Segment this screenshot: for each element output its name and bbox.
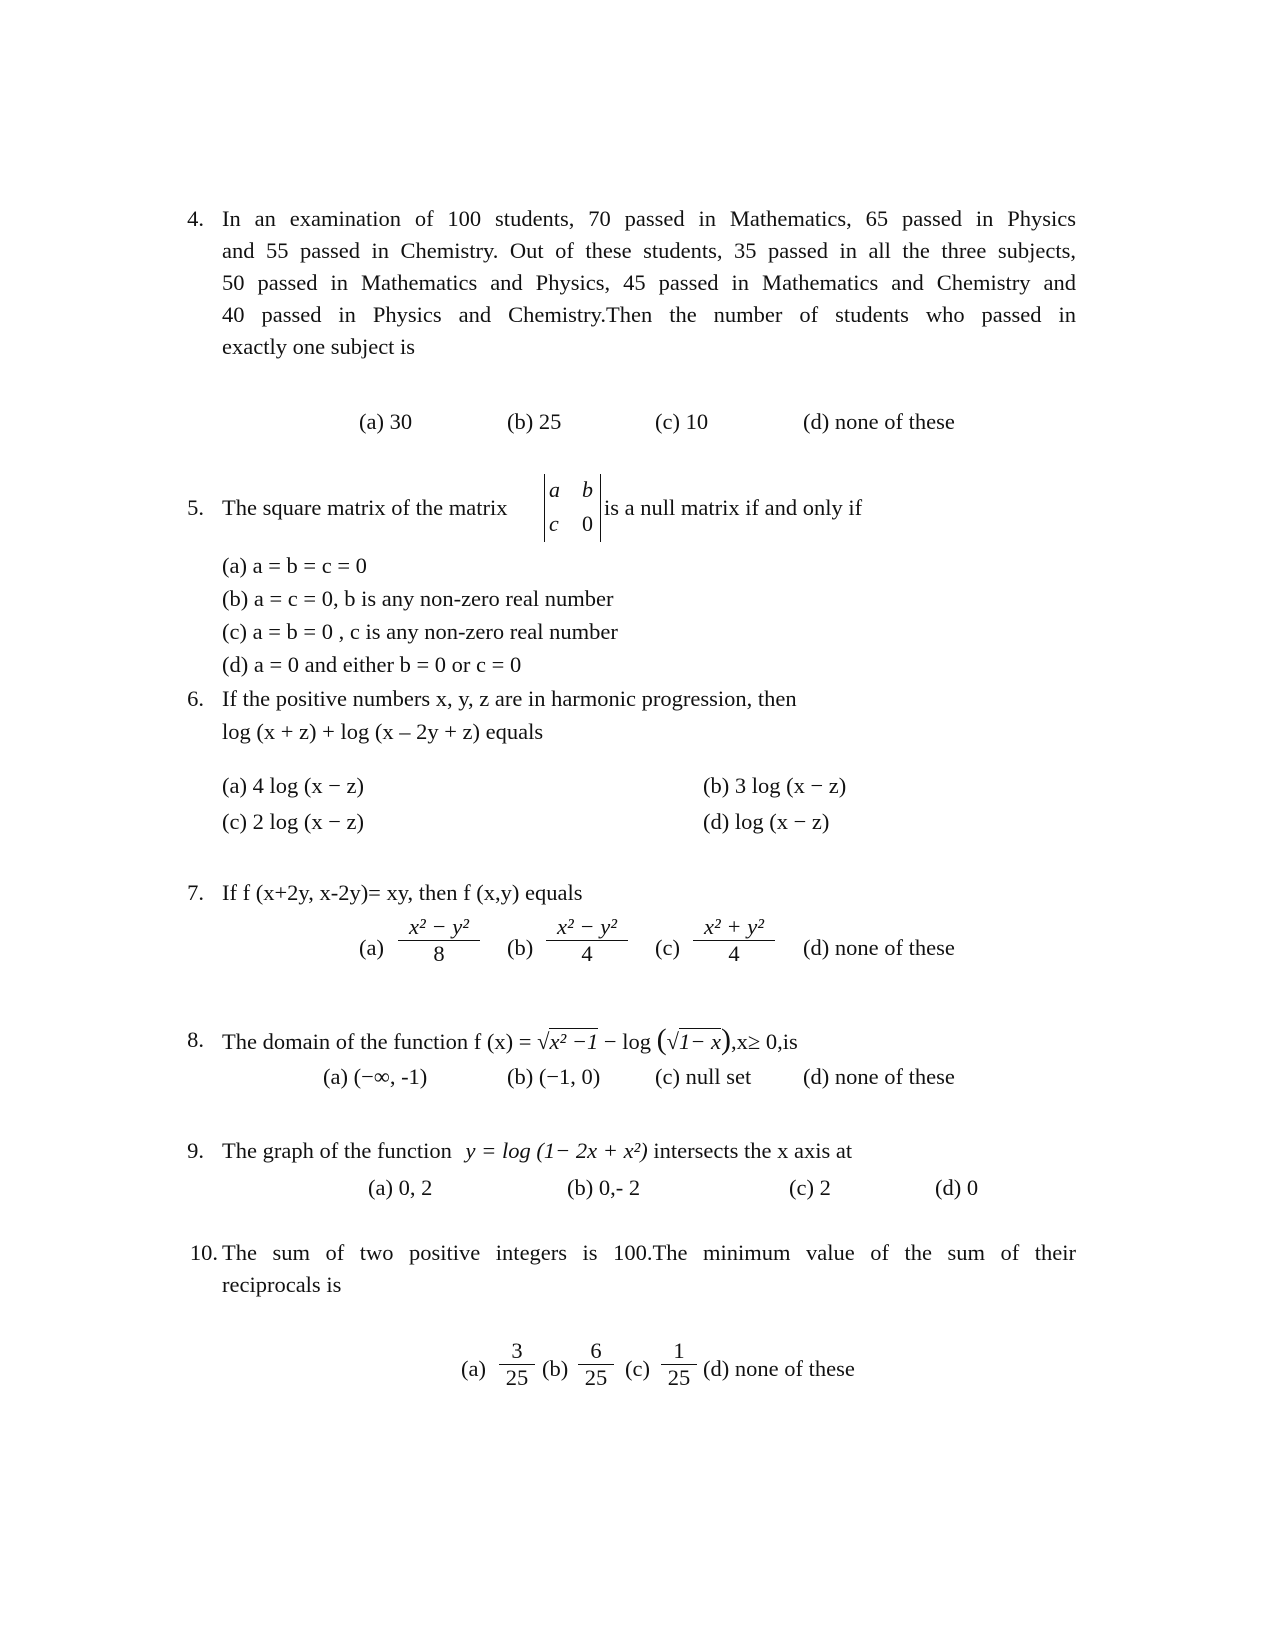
q7-option-b-label: (b) [507,935,534,960]
question-5-number: 5. [187,495,204,520]
q4-option-c: (c) 10 [655,409,709,434]
q7-option-d: (d) none of these [803,935,955,960]
q8-middle: − log [603,1029,651,1054]
q10-fraction-a [499,1338,535,1391]
q7-fraction-b [546,914,628,967]
q4-option-a: (a) 30 [359,409,413,434]
q7-fraction-a [398,914,480,967]
q7-option-c-label: (c) [655,935,680,960]
q4-option-b: (b) 25 [507,409,562,434]
q5-option-d: (d) a = 0 and either b = 0 or c = 0 [222,652,522,677]
q8-stem-prefix: The domain of the function f (x) = [222,1029,532,1054]
q7-option-a-label: (a) [359,935,384,960]
q6-line-1: If the positive numbers x, y, z are in harmonic progression, then [222,686,797,711]
q7-fraction-b-num: x² − y² [557,914,617,939]
q9-option-d: (d) 0 [935,1175,979,1200]
matrix-c: c [549,511,559,536]
q6-option-c: (c) 2 log (x − z) [222,809,365,834]
question-9-number: 9. [187,1138,204,1163]
matrix-a: a [549,477,560,502]
q8-option-d: (d) none of these [803,1064,955,1089]
q8-sqrt-1: x² −1 [549,1029,599,1054]
q4-line-5: exactly one subject is [222,334,416,359]
q8-sqrt-2: 1− x [678,1029,721,1054]
q6-option-a: (a) 4 log (x − z) [222,773,365,798]
q9-formula: y = log (1− 2x + x²) [465,1138,648,1163]
q7-fraction-a-num: x² − y² [409,914,469,939]
q9-option-b: (b) 0,- 2 [567,1175,641,1200]
q7-fraction-c [693,914,775,967]
q4-line-1: In an examination of 100 students, 70 passed in Mathematics, 65 passed in Physics [222,206,1076,231]
q6-option-d: (d) log (x − z) [703,809,830,834]
question-10-stem [222,1237,1076,1301]
q9-stem-suffix: intersects the x axis at [653,1138,853,1163]
question-6-number: 6. [187,686,204,711]
sqrt-radical-icon: √ [537,1029,550,1054]
sqrt-radical-icon: √ [666,1029,679,1054]
q10-line-1: The sum of two positive integers is 100.The minimum value of the sum of their [222,1240,1076,1265]
q9-stem [222,1135,852,1167]
q9-option-c: (c) 2 [789,1175,831,1200]
matrix-b: b [582,477,593,502]
q7-fraction-b-den: 4 [546,940,628,967]
q10-option-b-label: (b) [542,1356,569,1381]
q10-fraction-b [578,1338,614,1391]
q9-option-a: (a) 0, 2 [368,1175,433,1200]
q10-fraction-c [661,1338,697,1391]
question-10-number: 10. [189,1240,218,1265]
matrix-0: 0 [582,511,593,536]
q7-fraction-a-den: 8 [398,940,480,967]
q10-fraction-b-den: 25 [578,1364,614,1391]
q7-fraction-c-num: x² + y² [704,914,764,939]
open-paren-icon: ( [656,1023,667,1056]
q5-stem-after: is a null matrix if and only if [604,495,863,520]
q8-option-b: (b) (−1, 0) [507,1064,601,1089]
q10-option-c-label: (c) [625,1356,650,1381]
q4-line-4: 40 passed in Physics and Chemistry.Then the number of students who passed in [222,302,1076,327]
q5-stem-before: The square matrix of the matrix [222,495,508,520]
q4-line-2: and 55 passed in Chemistry. Out of these students, 35 passed in all the three subjects, [222,238,1076,263]
question-4-number: 4. [187,206,204,231]
q8-option-c: (c) null set [655,1064,752,1089]
q8-option-a: (a) (−∞, -1) [323,1064,428,1089]
q8-stem-suffix: ,x≥ 0,is [731,1029,798,1054]
q10-fraction-c-num: 1 [673,1338,685,1363]
q5-option-a: (a) a = b = c = 0 [222,553,367,578]
q5-matrix [544,474,601,542]
q9-stem-prefix: The graph of the function [222,1138,452,1163]
q10-option-a-label: (a) [461,1356,486,1381]
q8-stem [222,1024,798,1058]
q10-fraction-a-den: 25 [499,1364,535,1391]
q10-fraction-c-den: 25 [661,1364,697,1391]
q10-fraction-b-num: 6 [590,1338,602,1363]
question-7-number: 7. [187,880,204,905]
q4-line-3: 50 passed in Mathematics and Physics, 45 passed in Mathematics and Chemistry and [222,270,1076,295]
question-8-number: 8. [187,1027,204,1052]
q7-fraction-c-den: 4 [693,940,775,967]
q10-fraction-a-num: 3 [511,1338,523,1363]
q7-stem: If f (x+2y, x-2y)= xy, then f (x,y) equals [222,880,583,905]
close-paren-icon: ) [721,1023,731,1056]
q4-option-d: (d) none of these [803,409,955,434]
q10-line-2: reciprocals is [222,1272,342,1297]
q5-option-b: (b) a = c = 0, b is any non-zero real number [222,586,614,611]
q6-option-b: (b) 3 log (x − z) [703,773,847,798]
q5-option-c: (c) a = b = 0 , c is any non-zero real number [222,619,618,644]
q10-option-d: (d) none of these [703,1356,855,1381]
q6-line-2: log (x + z) + log (x – 2y + z) equals [222,719,544,744]
question-4-stem [222,203,1076,363]
